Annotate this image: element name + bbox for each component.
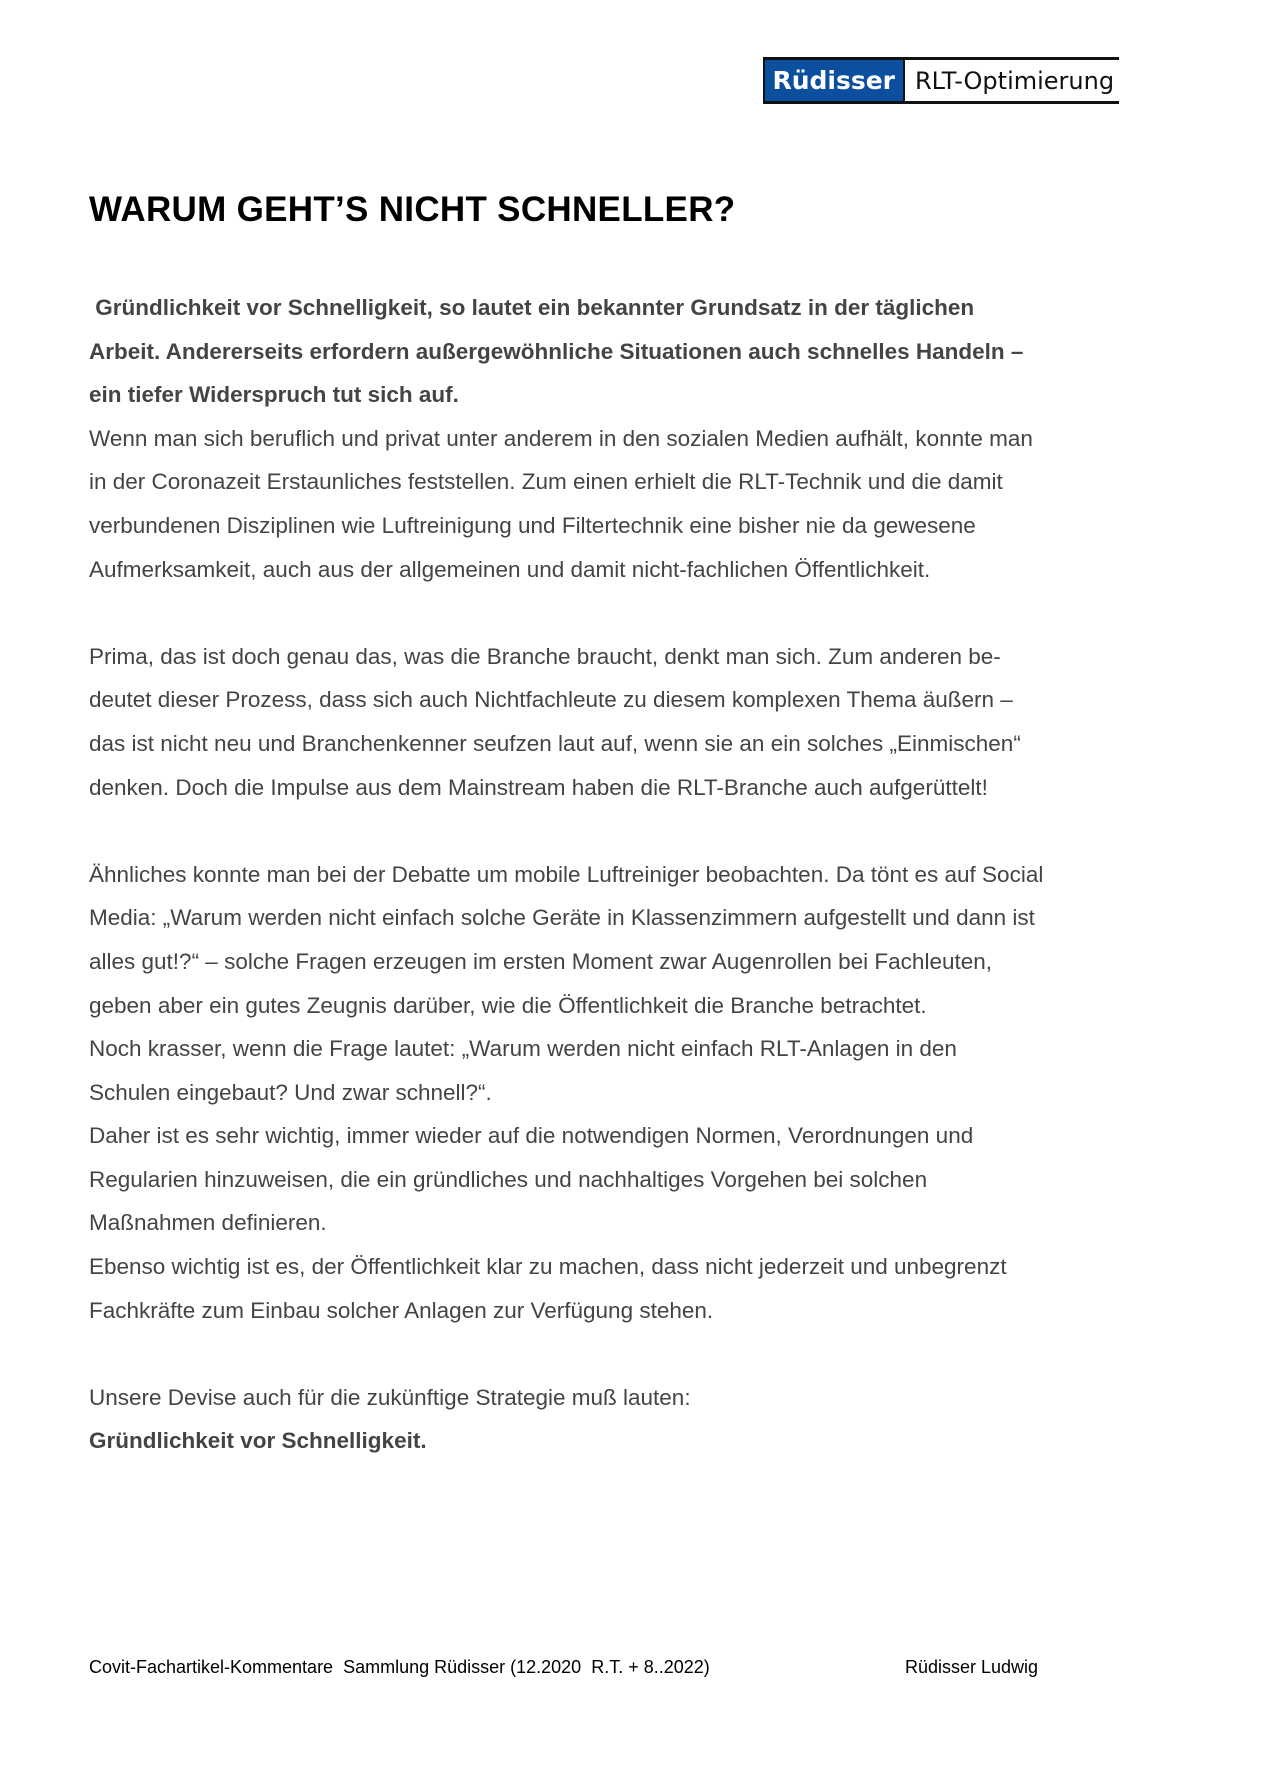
logo-brand: Rüdisser [765, 60, 905, 101]
text-line: Prima, das ist doch genau das, was die Branche braucht, denkt man sich. Zum anderen be- [89, 643, 1001, 669]
text-line: Schulen eingebaut? Und zwar schnell?“. [89, 1079, 492, 1105]
article-body [89, 286, 1179, 1463]
text-line: Gründlichkeit vor Schnelligkeit. [89, 1428, 427, 1454]
text-line: Maßnahmen definieren. [89, 1210, 327, 1236]
text-line: Wenn man sich beruflich und privat unter anderem in den sozialen Medien aufhält, konnte man [89, 425, 1033, 451]
footer-left: Covit-Fachartikel-Kommentare Sammlung Rüdisser (12.2020 R.T. + 8..2022) [89, 1657, 710, 1677]
blank-line [89, 1332, 1179, 1376]
blank-line [89, 591, 1179, 635]
text-line: Media: „Warum werden nicht einfach solche Geräte in Klassenzimmern aufgestellt und dann ist [89, 905, 1035, 931]
text-line: Fachkräfte zum Einbau solcher Anlagen zur Verfügung stehen. [89, 1297, 714, 1323]
page-title: WARUM GEHT’S NICHT SCHNELLER? [89, 190, 736, 229]
text-line: Ähnliches konnte man bei der Debatte um mobile Luftreiniger beobachten. Da tönt es auf Social [89, 861, 1044, 887]
text-line: Daher ist es sehr wichtig, immer wieder auf die notwendigen Normen, Verordnungen und [89, 1123, 974, 1149]
logo [763, 57, 1119, 104]
text-line: das ist nicht neu und Branchenkenner seufzen laut auf, wenn sie an ein solches „Einmischen“ [89, 730, 1021, 756]
logo-tagline: RLT-Optimierung [915, 66, 1115, 95]
text-line: Noch krasser, wenn die Frage lautet: „Warum werden nicht einfach RLT-Anlagen in den [89, 1036, 957, 1062]
blank-line [89, 809, 1179, 853]
text-line: denken. Doch die Impulse aus dem Mainstream haben die RLT-Branche auch aufgerüttelt! [89, 774, 988, 800]
text-line: ein tiefer Widerspruch tut sich auf. [89, 382, 459, 408]
text-line: Regularien hinzuweisen, die ein gründliches und nachhaltiges Vorgehen bei solchen [89, 1166, 928, 1192]
text-line: geben aber ein gutes Zeugnis darüber, wie die Öffentlichkeit die Branche betrachtet. [89, 992, 927, 1018]
text-line: Gründlichkeit vor Schnelligkeit, so lautet ein bekannter Grundsatz in der täglichen [89, 295, 975, 320]
text-line: deutet dieser Prozess, dass sich auch Nichtfachleute zu diesem komplexen Thema äußern – [89, 687, 1013, 713]
text-line: Unsere Devise auch für die zukünftige Strategie muß lauten: [89, 1384, 691, 1410]
text-line: Ebenso wichtig ist es, der Öffentlichkeit klar zu machen, dass nicht jederzeit und unbegrenzt [89, 1254, 1007, 1280]
footer-author: Rüdisser Ludwig [905, 1657, 1039, 1677]
text-line: in der Coronazeit Erstaunliches feststellen. Zum einen erhielt die RLT-Technik und die damit [89, 469, 1003, 495]
text-line: alles gut!?“ – solche Fragen erzeugen im ersten Moment zwar Augenrollen bei Fachleuten, [89, 948, 992, 974]
text-line: Arbeit. Andererseits erfordern außergewöhnliche Situationen auch schnelles Handeln – [89, 338, 1024, 364]
text-line: verbundenen Disziplinen wie Luftreinigung und Filtertechnik eine bisher nie da gewesene [89, 512, 976, 538]
text-line: Aufmerksamkeit, auch aus der allgemeinen und damit nicht-fachlichen Öffentlichkeit. [89, 556, 931, 582]
